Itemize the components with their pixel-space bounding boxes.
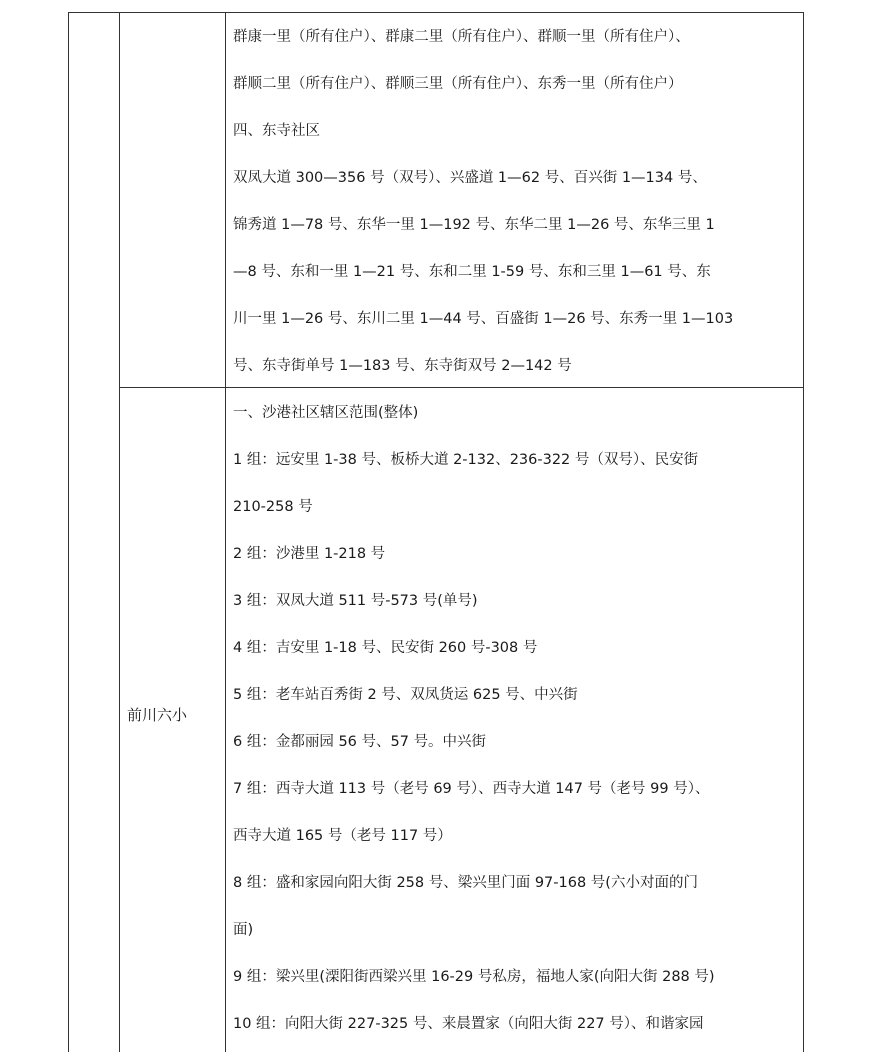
row1-line: 四、东寺社区 bbox=[233, 123, 320, 139]
row1-line: 号、东寺街单号 1—183 号、东寺街双号 2—142 号 bbox=[233, 358, 572, 374]
row2-line: 2 组：沙港里 1-218 号 bbox=[233, 546, 386, 562]
row2-line: 7 组：西寺大道 113 号（老号 69 号）、西寺大道 147 号（老号 99 号）、 bbox=[233, 781, 710, 797]
row1-line: 群顺二里（所有住户）、群顺三里（所有住户）、东秀一里（所有住户） bbox=[233, 76, 683, 92]
row2-line: 面) bbox=[233, 922, 254, 938]
row2-line: 5 组：老车站百秀街 2 号、双凤货运 625 号、中兴街 bbox=[233, 687, 578, 703]
row1-line: 群康一里（所有住户）、群康二里（所有住户）、群顺一里（所有住户）、 bbox=[233, 29, 690, 45]
row1-line: 锦秀道 1—78 号、东华一里 1—192 号、东华二里 1—26 号、东华三里 1 bbox=[233, 217, 715, 233]
row2-line: 1 组：远安里 1-38 号、板桥大道 2-132、236-322 号（双号）、民安街 bbox=[233, 452, 699, 468]
row2-line: 210-258 号 bbox=[233, 499, 313, 515]
row2-line: 4 组：吉安里 1-18 号、民安街 260 号-308 号 bbox=[233, 640, 538, 656]
row2-line: 一、沙港社区辖区范围(整体) bbox=[233, 405, 419, 421]
row2-line: 3 组：双凤大道 511 号-573 号(单号) bbox=[233, 593, 478, 609]
column-divider-1 bbox=[119, 13, 120, 1052]
row2-line: 8 组：盛和家园向阳大街 258 号、梁兴里门面 97-168 号(六小对面的门 bbox=[233, 875, 698, 891]
column-divider-2 bbox=[225, 13, 226, 1052]
row1-line: 川一里 1—26 号、东川二里 1—44 号、百盛街 1—26 号、东秀一里 1—103 bbox=[233, 311, 734, 327]
row2-district-text bbox=[233, 388, 799, 1053]
row2-line: 6 组：金都丽园 56 号、57 号。中兴街 bbox=[233, 734, 487, 750]
row1-line: —8 号、东和一里 1—21 号、东和二里 1-59 号、东和三里 1—61 号、东 bbox=[233, 264, 711, 280]
row2-line: 9 组：梁兴里(溧阳街西梁兴里 16-29 号私房，福地人家(向阳大街 288 号) bbox=[233, 969, 715, 985]
row1-district-text bbox=[233, 13, 799, 387]
row1-line: 双凤大道 300—356 号（双号）、兴盛道 1—62 号、百兴街 1—134 号、 bbox=[233, 170, 707, 186]
row2-line: 西寺大道 165 号（老号 117 号） bbox=[233, 828, 452, 844]
school-name: 前川六小 bbox=[127, 706, 188, 724]
row2-line: 10 组：向阳大街 227-325 号、来晨置家（向阳大街 227 号）、和谐家园 bbox=[233, 1016, 704, 1032]
address-table bbox=[68, 12, 804, 1052]
